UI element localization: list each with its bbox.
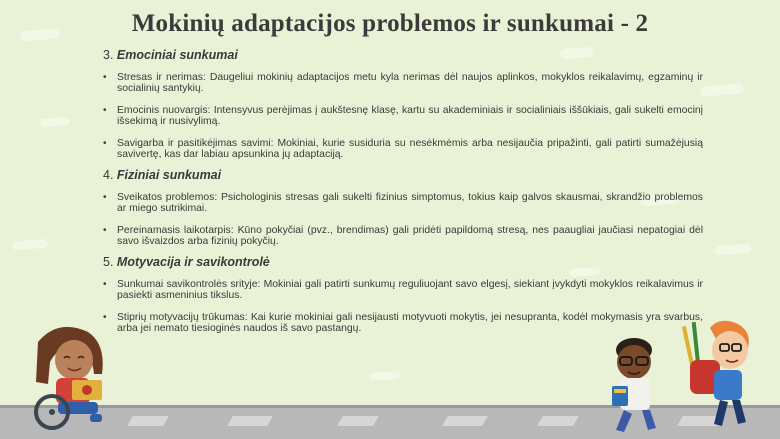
bullet-icon: • <box>103 225 107 236</box>
section-heading <box>103 48 703 62</box>
bullet-icon: • <box>103 279 107 290</box>
section-heading <box>103 168 703 182</box>
boy-with-backpack-illustration <box>680 316 760 434</box>
list-item <box>103 192 703 214</box>
bullet-icon: • <box>103 192 107 203</box>
bg-blob <box>700 83 745 96</box>
content <box>103 48 703 342</box>
section-number: 3. <box>103 48 114 62</box>
section-name: Motyvacija ir savikontrolė <box>116 255 270 269</box>
boy-with-books-illustration <box>598 336 670 436</box>
sidewalk-tile <box>127 416 169 426</box>
list-item-text: Stiprių motyvacijų trūkumas: Kai kurie mokiniai gali nesijausti motyvuoti mokytis, jei nesupranta, kodėl mokymasis yra svarbus, arba jei nemato tiesioginės naudos iš savo pastangų. <box>117 312 703 334</box>
bullet-list <box>103 72 703 160</box>
bg-blob <box>715 244 752 255</box>
bullet-icon: • <box>103 72 107 83</box>
bullet-list <box>103 192 703 247</box>
bullet-icon: • <box>103 138 107 149</box>
list-item <box>103 138 703 160</box>
section-name: Fiziniai sunkumai <box>116 168 222 182</box>
list-item-text: Sunkumai savikontrolės srityje: Mokiniai gali patirti sunkumų reguliuojant savo elgesį, siekiant įvykdyti mokyklos reikalavimus ir pasiekti asmeninius tikslus. <box>117 279 703 301</box>
list-item <box>103 312 703 334</box>
sidewalk-tile <box>537 416 579 426</box>
section-heading <box>103 255 703 269</box>
bullet-icon: • <box>103 312 107 323</box>
bullet-icon: • <box>103 105 107 116</box>
sidewalk-tile <box>227 416 273 426</box>
list-item <box>103 105 703 127</box>
list-item-text: Pereinamasis laikotarpis: Kūno pokyčiai (pvz., brendimas) gali pridėti papildomą stresą, nes paaugliai jaučiasi nepatogiai dėl savo išvaizdos arba fizinių pokyčių. <box>117 225 703 247</box>
sidewalk-tile <box>442 416 488 426</box>
list-item-text: Emocinis nuovargis: Intensyvus perėjimas į aukštesnę klasę, kartu su akademiniais ir socialiniais iššūkiais, gali sukelti emocinį išsekimą ir nusivylimą. <box>117 105 703 127</box>
bg-blob <box>12 239 49 250</box>
list-item <box>103 225 703 247</box>
list-item-text: Savigarba ir pasitikėjimas savimi: Mokiniai, kurie susiduria su nesėkmėmis arba nesijaučia pripažinti, gali patirti sumažėjusią savivertę, kas dar labiau apsunkina jų adaptaciją. <box>117 138 703 160</box>
section-number: 4. <box>103 168 114 182</box>
list-item <box>103 279 703 301</box>
bullet-list <box>103 279 703 334</box>
girl-in-wheelchair-illustration <box>28 322 118 432</box>
bg-blob <box>370 371 400 381</box>
section-name: Emociniai sunkumai <box>116 48 238 62</box>
bg-blob <box>40 117 70 127</box>
list-item-text: Stresas ir nerimas: Daugeliui mokinių adaptacijos metu kyla nerimas dėl naujos aplinkos, mokyklos reikalavimų, egzaminų ir socialinių santykių. <box>117 72 703 94</box>
list-item <box>103 72 703 94</box>
list-item-text: Sveikatos problemos: Psichologinis stresas gali sukelti fizinius simptomus, tokius kaip galvos skausmai, skrandžio problemos ar miego sutrikimai. <box>117 192 703 214</box>
sidewalk-tile <box>337 416 379 426</box>
slide-title: Mokinių adaptacijos problemos ir sunkumai - 2 <box>131 10 649 37</box>
section-number: 5. <box>103 255 114 269</box>
